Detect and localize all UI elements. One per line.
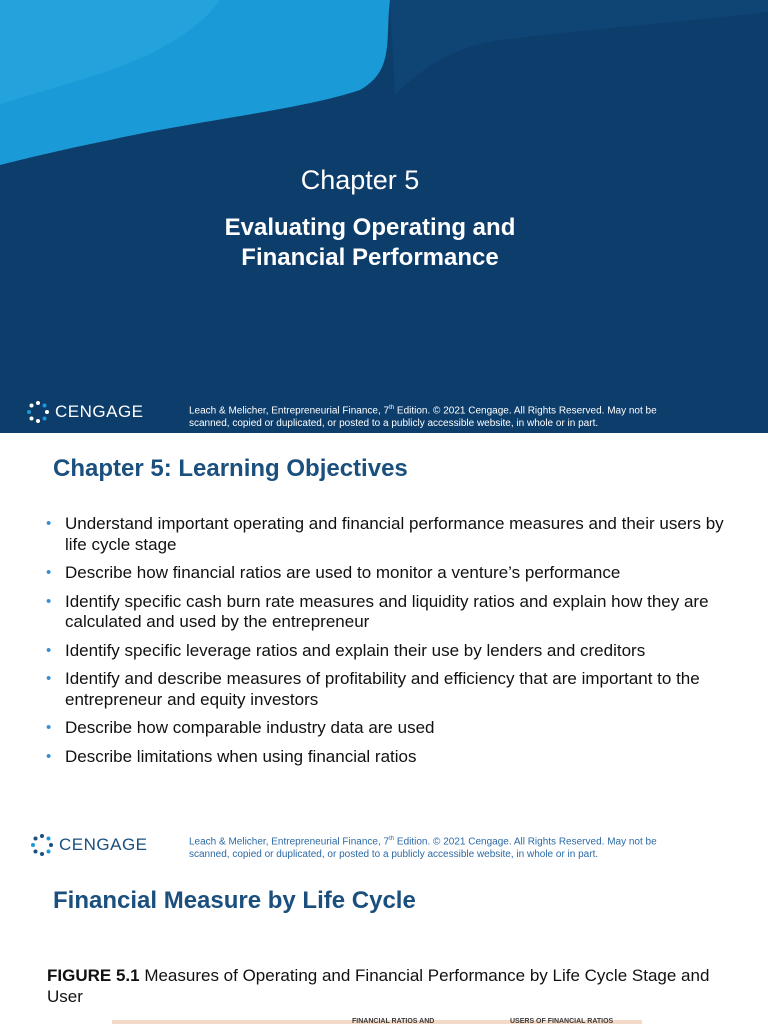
lifecycle-slide (0, 865, 768, 1024)
objectives-slide (0, 433, 768, 865)
objective-item: • Understand important operating and financial performance measures and their users by life cycle stage (46, 514, 724, 554)
cengage-logo (26, 400, 144, 424)
title-slide (0, 0, 768, 433)
chapter-title-line-2: Financial Performance (241, 244, 499, 271)
objectives-heading: Chapter 5: Learning Objectives (53, 455, 408, 482)
figure-caption: FIGURE 5.1 Measures of Operating and Financial Performance by Life Cycle Stage and User (47, 966, 710, 1006)
copyright-notice: Leach & Melicher, Entrepreneurial Finance, 7th Edition. © 2021 Cengage. All Rights Reserved. May not be scanned, copied or duplicated, or posted to a publicly accessible website, in whole or in part. (189, 836, 657, 861)
copyright-notice: Leach & Melicher, Entrepreneurial Finance, 7th Edition. © 2021 Cengage. All Rights Reserved. May not be scanned, copied or duplicated, or posted to a publicly accessible website, in whole or in part. (189, 405, 657, 430)
objective-item: • Describe limitations when using financial ratios (46, 746, 417, 766)
cengage-logo-icon (30, 833, 54, 857)
objective-item: • Identify specific cash burn rate measures and liquidity ratios and explain how they are calculated and used by the entrepreneur (46, 591, 709, 631)
objectives-list (46, 514, 736, 775)
cengage-wordmark: CENGAGE (59, 835, 148, 854)
chapter-title (0, 213, 740, 273)
objective-item: • Describe how comparable industry data are used (46, 718, 435, 737)
figure-label: FIGURE 5.1 (47, 966, 140, 985)
table-header-ratios: FINANCIAL RATIOS AND (352, 1018, 435, 1024)
figure-table-header (112, 1020, 642, 1024)
objective-item: • Describe how financial ratios are used to monitor a venture’s performance (46, 563, 621, 582)
chapter-number: Chapter 5 (300, 165, 420, 195)
cengage-wordmark: CENGAGE (55, 402, 144, 421)
table-header-users: USERS OF FINANCIAL RATIOS (510, 1018, 614, 1024)
lifecycle-heading: Financial Measure by Life Cycle (53, 887, 416, 914)
chapter-title-line-1: Evaluating Operating and (224, 214, 516, 241)
objective-item: • Identify specific leverage ratios and explain their use by lenders and creditors (46, 640, 646, 660)
cengage-logo (30, 833, 148, 857)
cengage-logo-icon (26, 400, 50, 424)
objective-item: • Identify and describe measures of profitability and efficiency that are important to the entrepreneur and equity investors (46, 669, 700, 709)
